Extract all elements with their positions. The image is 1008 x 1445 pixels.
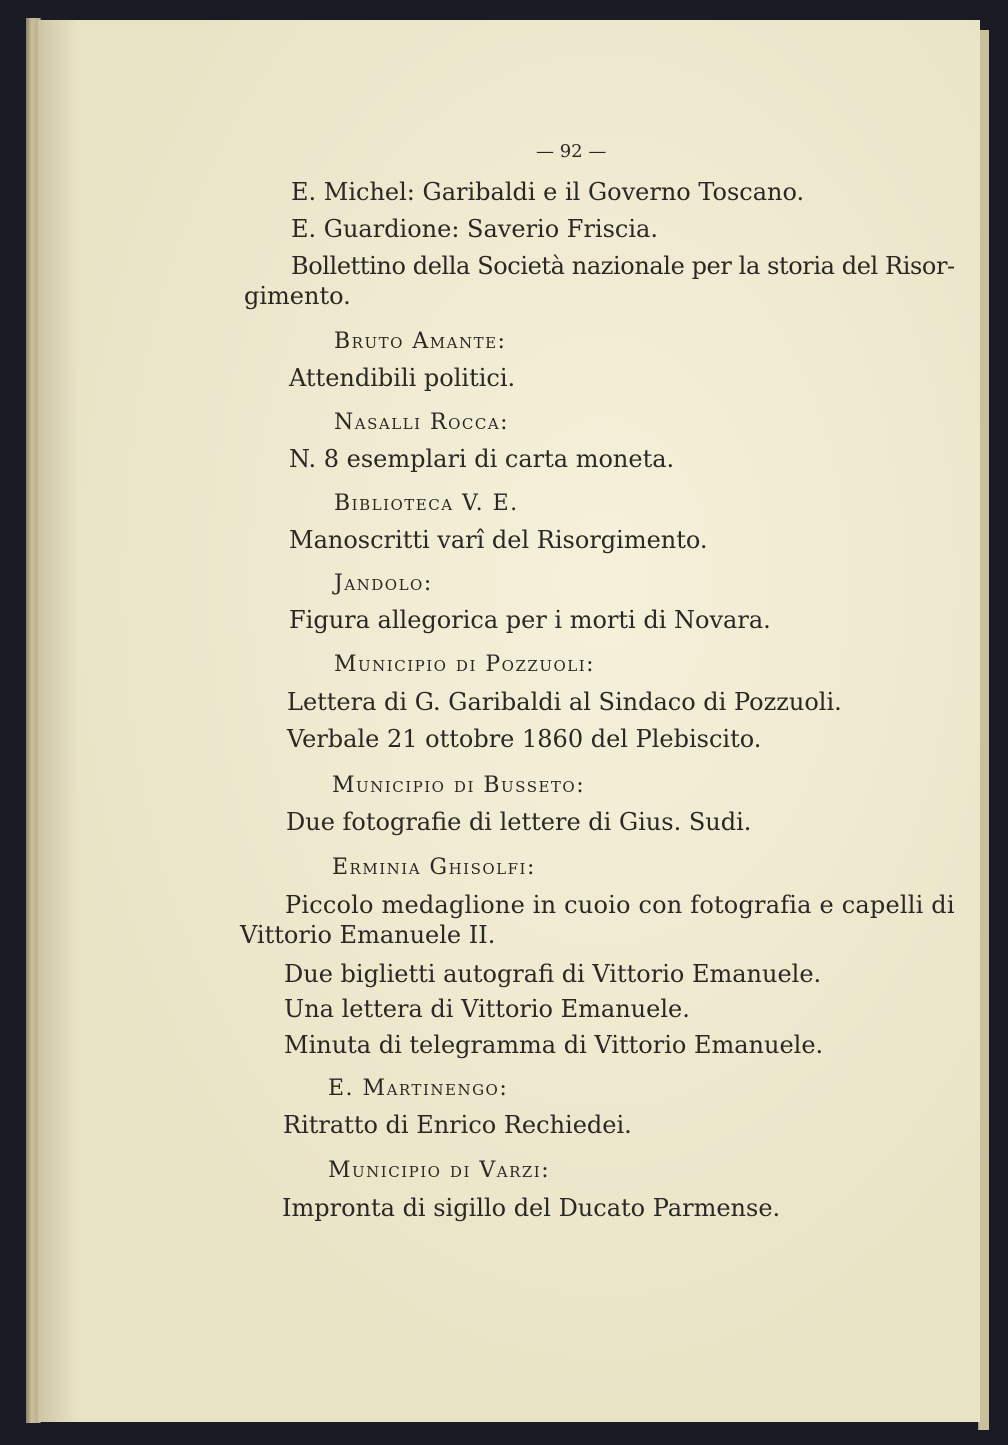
donor-heading: Erminia Ghisolfi: bbox=[332, 855, 536, 880]
text-line: Minuta di telegramma di Vittorio Emanuele. bbox=[284, 1031, 824, 1059]
donor-heading: Nasalli Rocca: bbox=[334, 410, 510, 435]
text-line: Vittorio Emanuele II. bbox=[240, 921, 496, 949]
donor-heading: E. Martinengo: bbox=[328, 1076, 509, 1101]
text-line: Figura allegorica per i morti di Novara. bbox=[289, 606, 771, 634]
donor-heading: Biblioteca V. E. bbox=[334, 491, 519, 516]
text-line: Verbale 21 ottobre 1860 del Plebiscito. bbox=[287, 725, 762, 753]
text-line: E. Guardione: Saverio Friscia. bbox=[291, 215, 658, 243]
donor-heading: Bruto Amante: bbox=[334, 329, 507, 354]
text-line: Attendibili politici. bbox=[289, 364, 516, 392]
text-line: gimento. bbox=[244, 282, 351, 310]
text-line: N. 8 esemplari di carta moneta. bbox=[289, 445, 675, 473]
text-line: E. Michel: Garibaldi e il Governo Toscano. bbox=[291, 178, 805, 206]
book-page bbox=[38, 20, 980, 1422]
donor-heading: Jandolo: bbox=[334, 571, 433, 596]
text-line: Lettera di G. Garibaldi al Sindaco di Pozzuoli. bbox=[287, 688, 842, 716]
text-line: Bollettino della Società nazionale per la storia del Risor- bbox=[291, 252, 955, 280]
text-line: Impronta di sigillo del Ducato Parmense. bbox=[282, 1194, 781, 1222]
page-number: — 92 — bbox=[536, 141, 607, 162]
donor-heading: Municipio di Pozzuoli: bbox=[334, 652, 596, 677]
donor-heading: Municipio di Varzi: bbox=[328, 1158, 551, 1183]
text-line: Manoscritti varî del Risorgimento. bbox=[289, 526, 708, 554]
text-line: Due fotografie di lettere di Gius. Sudi. bbox=[286, 808, 752, 836]
text-line: Una lettera di Vittorio Emanuele. bbox=[284, 995, 690, 1023]
text-line: Due biglietti autografi di Vittorio Emanuele. bbox=[284, 960, 822, 988]
text-line: Piccolo medaglione in cuoio con fotografia e capelli di bbox=[285, 891, 955, 919]
donor-heading: Municipio di Busseto: bbox=[332, 773, 586, 798]
text-line: Ritratto di Enrico Rechiedei. bbox=[283, 1111, 632, 1139]
